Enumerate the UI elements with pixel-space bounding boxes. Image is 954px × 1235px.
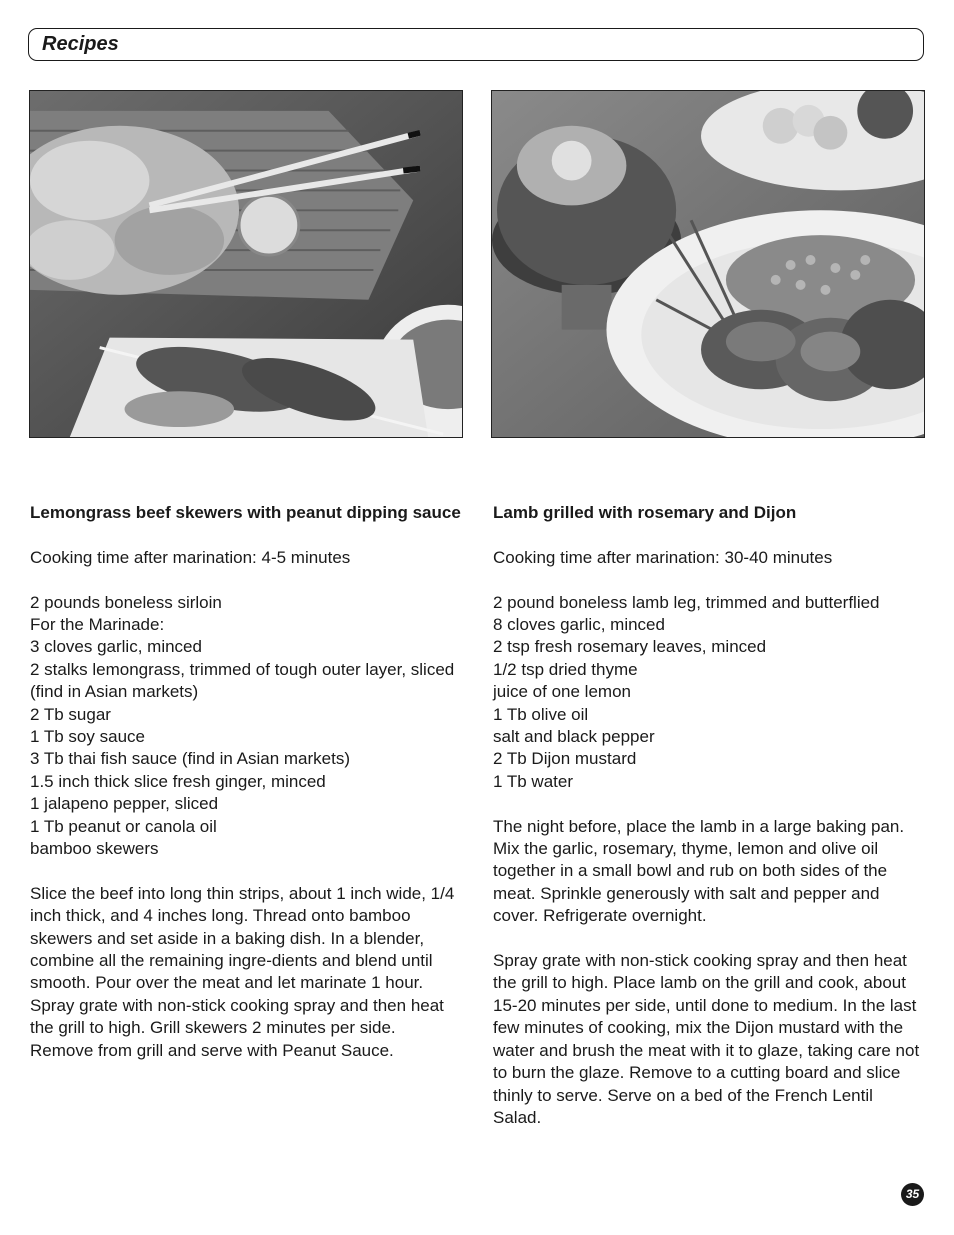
ingredient-item: salt and black pepper <box>493 727 655 747</box>
ingredient-item: juice of one lemon <box>493 682 631 702</box>
recipe-lemongrass-beef <box>30 502 462 1062</box>
ingredients-list <box>30 592 462 861</box>
ingredient-item: 2 stalks lemongrass, trimmed of tough outer layer, sliced (find in Asian markets) <box>30 659 455 702</box>
ingredient-item: For the Marinade: <box>30 615 165 634</box>
ingredient-item: 3 cloves garlic, minced <box>30 637 202 657</box>
page-title: Recipes <box>42 33 119 55</box>
instructions-paragraph: The night before, place the lamb in a large baking pan. Mix the garlic, rosemary, thyme, lemon and olive oil together in a small bowl and rub on both sides of the meat. Sprinkle generously with salt and pepper and cover. Refrigerate overnight. <box>493 816 905 926</box>
instructions-paragraph: Slice the beef into long thin strips, about 1 inch wide, 1/4 inch thick, and 4 inches long. Thread onto bamboo skewers and set aside in a baking dish. In a blender, combine all the remaining ingre-dients and blend until smooth. Pour over the meat and let marinate 1 hour. Spray grate with non-stick cooking spray and then heat the grill to high. Grill skewers 2 minutes per side. Remove from grill and serve with Peanut Sauce. <box>30 883 455 1060</box>
ingredient-item: 2 tsp fresh rosemary leaves, minced <box>493 637 767 657</box>
ingredient-item: 2 pounds boneless sirloin <box>30 592 222 612</box>
ingredient-item: 1 Tb olive oil <box>493 704 589 724</box>
ingredients-list <box>493 592 925 794</box>
recipe-lamb-rosemary <box>493 502 925 1129</box>
recipe-title: Lamb grilled with rosemary and Dijon <box>493 503 797 522</box>
ingredient-item: 2 pound boneless lamb leg, trimmed and butterflied <box>493 592 880 612</box>
ingredient-item: 3 Tb thai fish sauce (find in Asian markets) <box>30 749 351 769</box>
recipe-title: Lemongrass beef skewers with peanut dipping sauce <box>30 503 461 522</box>
ingredient-item: 1 Tb water <box>493 771 574 791</box>
header-bar <box>28 28 924 61</box>
ingredient-item: bamboo skewers <box>30 839 159 859</box>
ingredient-item: 2 Tb Dijon mustard <box>493 749 637 769</box>
cooking-time: Cooking time after marination: 4-5 minutes <box>30 547 351 567</box>
ingredient-item: 1 Tb peanut or canola oil <box>30 816 217 836</box>
ingredient-item: 8 cloves garlic, minced <box>493 615 665 634</box>
instructions-paragraph: Spray grate with non-stick cooking spray and then heat the grill to high. Place lamb on the grill and cook, about 15-20 minutes per side, until done to medium. In the last few minutes of cooking, mix the Dijon mustard with the water and brush the meat with it to glaze, taking care not to burn the glaze. Remove to a cutting board and slice thinly to serve. Serve on a bed of the French Lentil Salad. <box>493 951 920 1127</box>
ingredient-item: 2 Tb sugar <box>30 704 111 724</box>
ingredient-item: 1 jalapeno pepper, sliced <box>30 794 219 814</box>
cooking-time: Cooking time after marination: 30-40 minutes <box>493 547 833 567</box>
ingredient-item: 1 Tb soy sauce <box>30 727 145 747</box>
skewers-platter-photo <box>29 90 463 438</box>
ingredient-item: 1.5 inch thick slice fresh ginger, minced <box>30 771 326 791</box>
page-number-badge: 35 <box>901 1183 924 1206</box>
ingredient-item: 1/2 tsp dried thyme <box>493 659 638 679</box>
lamb-plate-photo <box>491 90 925 438</box>
